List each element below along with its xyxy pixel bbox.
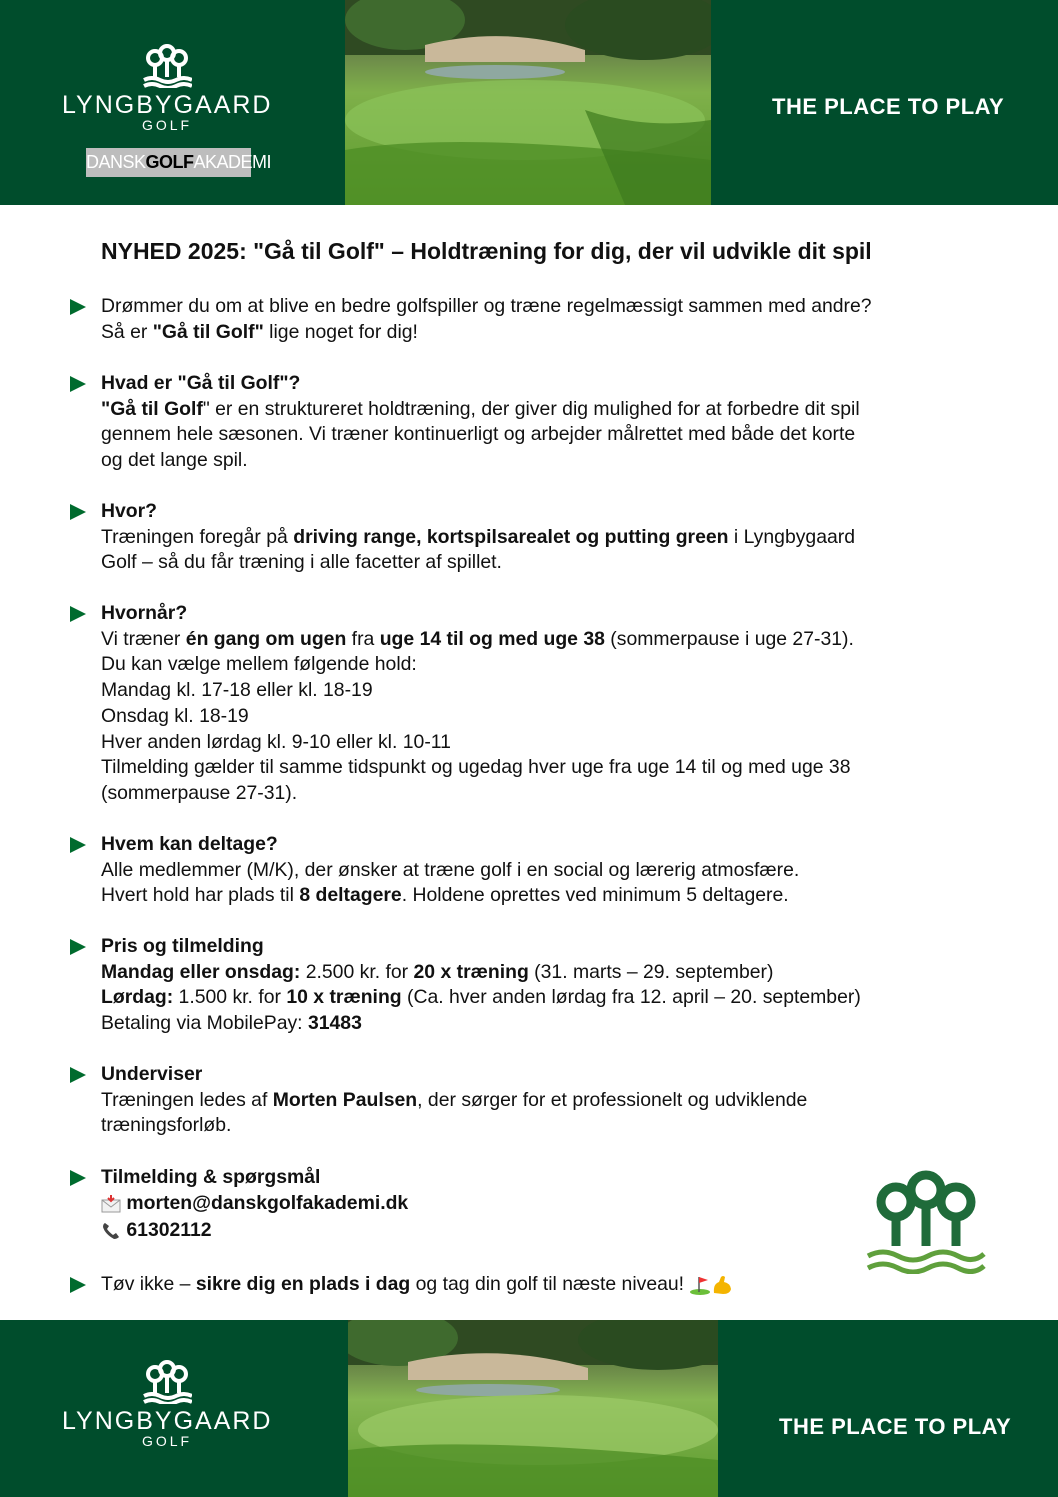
flexed-biceps-icon bbox=[711, 1274, 733, 1296]
contact-email-line bbox=[101, 1191, 970, 1217]
logo-wordmark: LYNGBYGAARD bbox=[62, 91, 273, 119]
body-line: Lørdag: 1.500 kr. for 10 x træning (Ca. hver anden lørdag fra 12. april – 20. september) bbox=[101, 986, 861, 1009]
intro-line: Så er "Gå til Golf" lige noget for dig! bbox=[101, 320, 418, 343]
bullet-triangle-icon bbox=[70, 299, 86, 315]
contact-phone-line bbox=[101, 1218, 970, 1244]
logo-subtitle: GOLF bbox=[141, 1433, 193, 1449]
body-line: Betaling via MobilePay: 31483 bbox=[101, 1012, 362, 1035]
logo-wordmark: LYNGBYGAARD bbox=[62, 1407, 273, 1435]
bullet-triangle-icon bbox=[70, 939, 86, 955]
body-line: og det lange spil. bbox=[101, 449, 248, 472]
section-heading: Hvornår? bbox=[101, 602, 188, 624]
body-line: Alle medlemmer (M/K), der ønsker at træne golf i en social og lærerig atmosfære. bbox=[101, 858, 800, 881]
email-link[interactable]: morten@danskgolfakademi.dk bbox=[126, 1191, 409, 1214]
cta-line: Tøv ikke – sikre dig en plads i dag og tag din golf til næste niveau! bbox=[101, 1272, 970, 1298]
envelope-icon bbox=[101, 1195, 121, 1213]
phone-icon bbox=[101, 1221, 121, 1241]
header-band bbox=[0, 0, 1058, 205]
phone-number[interactable]: 61302112 bbox=[126, 1219, 212, 1242]
page-title: NYHED 2025: "Gå til Golf" – Holdtræning for dig, der vil udvikle dit spil bbox=[101, 238, 872, 264]
logo-subtitle: GOLF bbox=[141, 117, 193, 133]
price-section bbox=[70, 934, 970, 1037]
body-line: (sommerpause 27-31). bbox=[101, 781, 298, 804]
bullet-triangle-icon bbox=[70, 1170, 86, 1186]
intro-line: Drømmer du om at blive en bedre golfspiller og træne regelmæssigt sammen med andre? bbox=[101, 295, 872, 317]
bullet-triangle-icon bbox=[70, 504, 86, 520]
body-line: Tilmelding gælder til samme tidspunkt og ugedag hver uge fra uge 14 til og med uge 38 bbox=[101, 756, 851, 779]
tagline: THE PLACE TO PLAY bbox=[779, 1414, 1012, 1439]
lyngbygaard-logo bbox=[62, 44, 272, 132]
lyngbygaard-logo bbox=[62, 1360, 272, 1448]
tagline: THE PLACE TO PLAY bbox=[772, 94, 1005, 119]
section-heading: Pris og tilmelding bbox=[101, 935, 264, 957]
body-line: Hver anden lørdag kl. 9-10 eller kl. 10-11 bbox=[101, 730, 451, 753]
section-heading: Hvad er "Gå til Golf"? bbox=[101, 372, 301, 394]
bullet-triangle-icon bbox=[70, 1067, 86, 1083]
section-heading: Hvor? bbox=[101, 500, 158, 522]
body-line: gennem hele sæsonen. Vi træner kontinuerligt og arbejder målrettet med både det korte bbox=[101, 423, 856, 446]
body-line: Mandag eller onsdag: 2.500 kr. for 20 x træning (31. marts – 29. september) bbox=[101, 960, 774, 983]
when-section bbox=[70, 601, 970, 807]
body-line: Vi træner én gang om ugen fra uge 14 til og med uge 38 (sommerpause i uge 27-31). bbox=[101, 627, 854, 650]
body-line: Golf – så du får træning i alle facetter af spillet. bbox=[101, 551, 502, 574]
golf-flag-icon bbox=[689, 1274, 711, 1296]
body-line: Onsdag kl. 18-19 bbox=[101, 704, 249, 727]
footer-band bbox=[0, 1320, 1058, 1497]
body-line: "Gå til Golf" er en struktureret holdtræning, der giver dig mulighed for at forbedre dit spil bbox=[101, 397, 860, 420]
body-line: Hvert hold har plads til 8 deltagere. Holdene oprettes ved minimum 5 deltagere. bbox=[101, 884, 789, 907]
section-heading: Underviser bbox=[101, 1063, 203, 1085]
section-heading: Hvem kan deltage? bbox=[101, 833, 278, 855]
contact-section bbox=[70, 1165, 970, 1244]
section-heading: Tilmelding & spørgsmål bbox=[101, 1166, 321, 1188]
bullet-triangle-icon bbox=[70, 837, 86, 853]
body-line: Mandag kl. 17-18 eller kl. 18-19 bbox=[101, 679, 373, 702]
tree-logo-icon bbox=[142, 44, 192, 88]
golf-course-photo bbox=[345, 0, 711, 205]
bullet-triangle-icon bbox=[70, 606, 86, 622]
instructor-section bbox=[70, 1062, 970, 1139]
bullet-triangle-icon bbox=[70, 1277, 86, 1293]
cta-section bbox=[70, 1272, 970, 1298]
body-line: Træningen foregår på driving range, kortspilsarealet og putting green i Lyngbygaard bbox=[101, 525, 856, 548]
tree-logo-icon bbox=[866, 1168, 986, 1274]
where-section bbox=[70, 499, 970, 576]
dansk-golf-akademi-logo: DANSKGOLFAKADEMI bbox=[86, 148, 251, 177]
intro-section bbox=[70, 294, 970, 345]
body-line: Træningen ledes af Morten Paulsen, der sørger for et professionelt og udviklende bbox=[101, 1088, 808, 1111]
body-line: Du kan vælge mellem følgende hold: bbox=[101, 653, 417, 676]
who-section bbox=[70, 832, 970, 909]
body-line: træningsforløb. bbox=[101, 1114, 232, 1137]
what-section bbox=[70, 371, 970, 474]
golf-course-photo bbox=[348, 1320, 718, 1497]
bullet-triangle-icon bbox=[70, 376, 86, 392]
tree-logo-icon bbox=[142, 1360, 192, 1404]
